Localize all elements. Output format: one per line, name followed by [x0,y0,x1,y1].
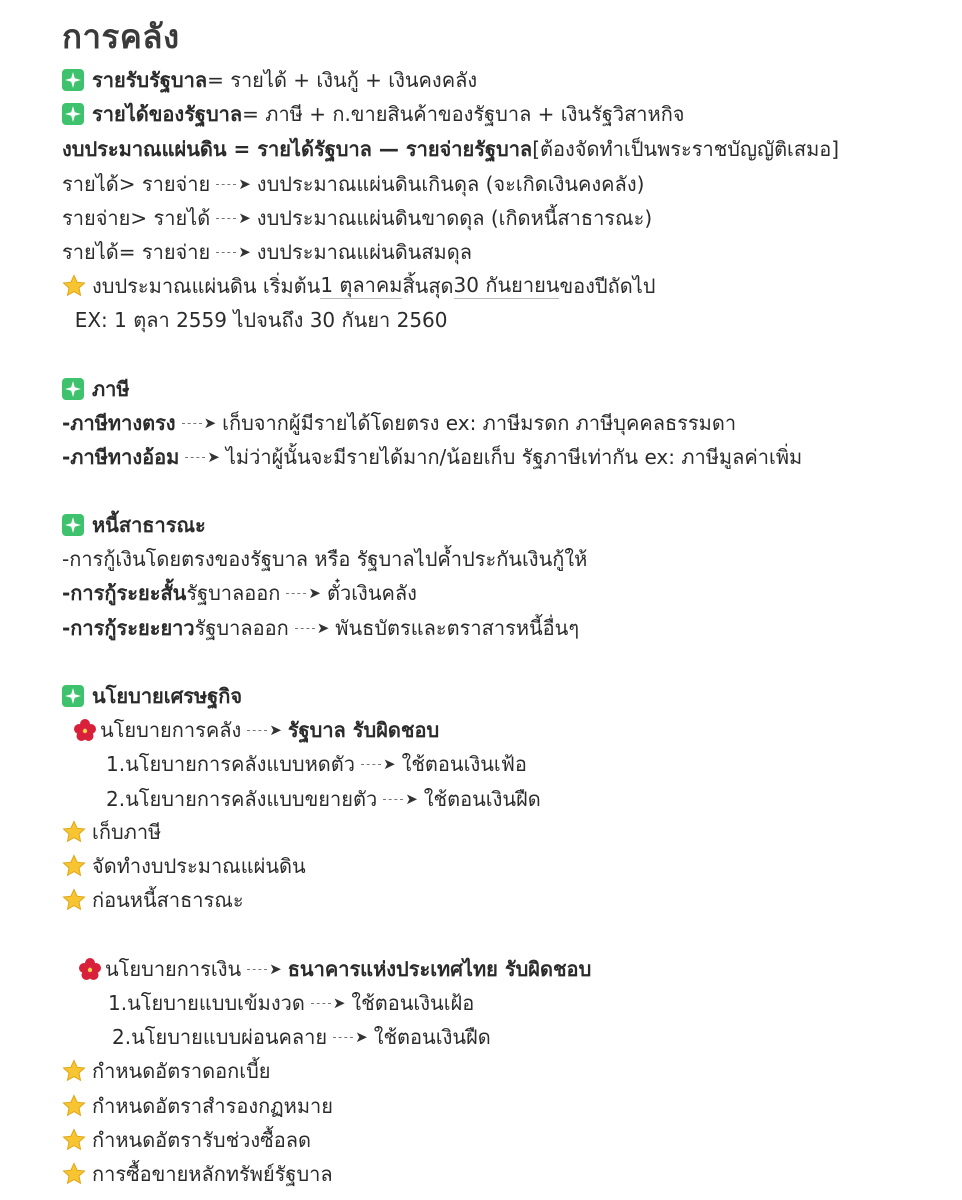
heading-tax: ภาษี [62,376,130,402]
line-budget-balanced: รายได้= รายจ่าย ➤ งบประมาณแผ่นดินสมดุล [62,240,472,264]
sparkle-icon [62,514,84,536]
line-rediscount-rate: กำหนดอัตรารับช่วงซื้อลด [62,1127,311,1153]
arrow-icon: ➤ [216,245,251,260]
line-collect-tax: เก็บภาษี [62,819,161,845]
page-title: การคลัง [62,17,180,56]
heading-public-debt: หนี้สาธารณะ [62,512,206,538]
line-direct-tax: -ภาษีทางตรง ➤ เก็บจากผู้มีรายได้โดยตรง ex: ภาษีมรดก ภาษีบุคคลธรรมดา [62,411,737,435]
arrow-icon: ➤ [286,586,321,601]
star-icon [62,854,86,878]
sparkle-icon [62,103,84,125]
arrow-icon: ➤ [383,792,418,807]
line-tight-monetary: 1.นโยบายแบบเข้มงวด ➤ ใช้ตอนเงินเฝ้อ [108,991,475,1015]
line-expansionary-fiscal: 2.นโยบายการคลังแบบขยายตัว ➤ ใช้ตอนเงินฝืด [106,787,541,811]
arrow-icon: ➤ [311,996,346,1011]
line-budget-deficit: รายจ่าย> รายได้ ➤ งบประมาณแผ่นดินขาดดุล (เกิดหนี้สาธารณะ) [62,206,653,230]
sparkle-icon [62,685,84,707]
line-contractionary-fiscal: 1.นโยบายการคลังแบบหดตัว ➤ ใช้ตอนเงินเฟ้อ [106,752,527,776]
star-icon [62,888,86,912]
arrow-icon: ➤ [216,177,251,192]
heading-economic-policy: นโยบายเศรษฐกิจ [62,683,242,709]
hibiscus-icon [78,957,102,981]
arrow-icon: ➤ [333,1030,368,1045]
line-indirect-tax: -ภาษีทางอ้อม ➤ ไม่ว่าผู้นั้นจะมีรายได้มาก/น้อยเก็บ รัฐภาษีเท่ากัน ex: ภาษีมูลค่าเพิ่ม [62,445,803,469]
star-icon [62,1128,86,1152]
sparkle-icon [62,69,84,91]
star-icon [62,1094,86,1118]
line-prepare-budget: จัดทำงบประมาณแผ่นดิน [62,853,306,879]
arrow-icon: ➤ [247,723,282,738]
arrow-icon: ➤ [361,757,396,772]
star-icon [62,274,86,298]
star-icon [62,1059,86,1083]
line-create-public-debt: ก่อนหนี้สาธารณะ [62,887,244,913]
line-government-income: รายได้ของรัฐบาล = ภาษี + ก.ขายสินค้าของรัฐบาล + เงินรัฐวิสาหกิจ [62,101,685,127]
arrow-icon: ➤ [185,450,220,465]
line-budget-surplus: รายได้> รายจ่าย ➤ งบประมาณแผ่นดินเกินดุล (จะเกิดเงินคงคลัง) [62,172,645,196]
line-fiscal-year: งบประมาณแผ่นดิน เริ่มต้น 1 ตุลาคม สิ้นสุด 30 กันยายน ของปีถัดไป [62,272,655,299]
arrow-icon: ➤ [295,621,330,636]
line-fiscal-policy: นโยบายการคลัง ➤ รัฐบาล รับผิดชอบ [73,717,439,743]
line-interest-rate: กำหนดอัตราดอกเบี้ย [62,1058,271,1084]
hibiscus-icon [73,718,97,742]
line-loose-monetary: 2.นโยบายแบบผ่อนคลาย ➤ ใช้ตอนเงินฝืด [112,1025,491,1049]
line-reserve-requirement: กำหนดอัตราสำรองกฏหมาย [62,1093,333,1119]
arrow-icon: ➤ [216,211,251,226]
line-example: EX: 1 ตุลา 2559 ไปจนถึง 30 กันยา 2560 [62,308,448,332]
line-open-market-operations: การซื้อขายหลักทรัพย์รัฐบาล [62,1161,333,1187]
line-long-term-borrowing: -การกู้ระยะยาว รัฐบาลออก ➤ พันธบัตรและตราสารหนี้อื่นๆ [62,616,580,640]
star-icon [62,1162,86,1186]
line-short-term-borrowing: -การกู้ระยะสั้น รัฐบาลออก ➤ ตั๋วเงินคลัง [62,581,417,605]
line-budget-definition: งบประมาณแผ่นดิน = รายได้รัฐบาล — รายจ่ายรัฐบาล [ต้องจัดทำเป็นพระราชบัญญัติเสมอ] [62,137,840,161]
arrow-icon: ➤ [182,416,217,431]
line-revenue-receipts: รายรับรัฐบาล = รายได้ + เงินกู้ + เงินคงคลัง [62,67,477,93]
line-monetary-policy: นโยบายการเงิน ➤ ธนาคารแห่งประเทศไทย รับผิดชอบ [78,956,591,982]
star-icon [62,820,86,844]
sparkle-icon [62,378,84,400]
line-debt-definition: -การกู้เงินโดยตรงของรัฐบาล หรือ รัฐบาลไปค้ำประกันเงินกู้ให้ [62,547,588,571]
arrow-icon: ➤ [247,962,282,977]
